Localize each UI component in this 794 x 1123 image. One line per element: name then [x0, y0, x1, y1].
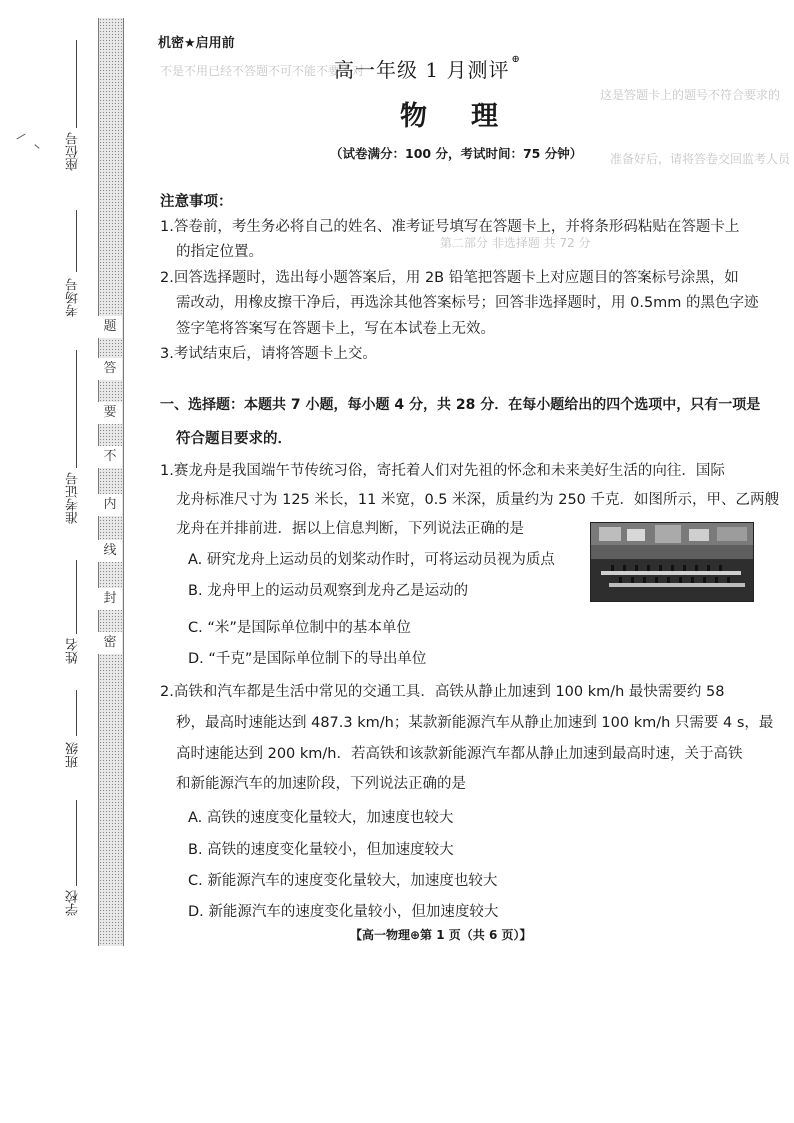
seal-char: 不 — [98, 446, 122, 468]
seat-number-field[interactable] — [64, 40, 90, 190]
seal-char: 要 — [98, 402, 122, 424]
name-field[interactable] — [64, 560, 90, 680]
notice-line: 需改动，用橡皮擦干净后，再选涂其他答案标号；回答非选择题时，用 0.5mm 的黑色字迹 — [176, 295, 759, 311]
question-1-stem: 龙舟标准尺寸为 125 米长，11 米宽，0.5 米深，质量约为 250 千克．如图所示，甲、乙两艘 — [176, 492, 780, 508]
seal-char: 答 — [98, 358, 122, 380]
question-2-stem: 秒，最高时速能达到 487.3 km/h；某款新能源汽车从静止加速到 100 km/h 只需要 4 s，最 — [176, 715, 774, 731]
notice-line: 签字笔将答案写在答题卡上，写在本试卷上无效。 — [176, 321, 495, 337]
dragon-boat-photo — [590, 522, 754, 602]
room-number-line — [76, 210, 77, 272]
seal-char: 密 — [98, 632, 122, 654]
scan-mark — [16, 134, 25, 140]
seal-strip — [98, 18, 124, 946]
seat-number-label: 座位号 — [66, 132, 81, 171]
exam-title — [334, 54, 584, 83]
section-heading: 一、选择题：本题共 7 小题，每小题 4 分，共 28 分．在每小题给出的四个选项中，只有一项是 — [160, 397, 761, 413]
class-field[interactable] — [64, 690, 90, 790]
bleed-text: 不是不用已经不答题不可不能不要不对 — [160, 64, 365, 78]
notice-line: 3.考试结束后，请将答题卡上交。 — [160, 346, 377, 362]
room-number-label: 考场号 — [66, 278, 81, 317]
scan-mark — [34, 144, 39, 149]
question-2-stem: 高时速能达到 200 km/h．若高铁和该款新能源汽车都从静止加速到最高时速，关于高铁 — [176, 746, 743, 762]
school-label: 学校 — [66, 890, 81, 916]
section-heading-cont: 符合题目要求的． — [176, 431, 292, 447]
confidential-label: 机密★启用前 — [158, 36, 235, 51]
notice-line: 2.回答选择题时，选出每小题答案后，用 2B 铅笔把答题卡上对应题目的答案标号涂黑，如 — [160, 270, 739, 286]
question-1-stem: 1.赛龙舟是我国端午节传统习俗，寄托着人们对先祖的怀念和未来美好生活的向往．国际 — [160, 463, 725, 479]
seal-char: 题 — [98, 316, 122, 338]
seat-number-line — [76, 40, 77, 128]
bleed-text: 这是答题卡上的题号不符合要求的 — [600, 88, 781, 102]
ticket-number-line — [76, 350, 77, 468]
bleed-text: 第二部分 非选择题 共 72 分 — [440, 236, 591, 250]
question-1-option-b[interactable]: B. 龙舟甲上的运动员观察到龙舟乙是运动的 — [188, 583, 469, 599]
question-2-option-c[interactable]: C. 新能源汽车的速度变化量较大，加速度也较大 — [188, 873, 498, 889]
class-label: 班级 — [66, 742, 81, 768]
question-1-option-c[interactable]: C. “米”是国际单位制中的基本单位 — [188, 620, 411, 636]
notice-line: 1.答卷前，考生务必将自己的姓名、准考证号填写在答题卡上，并将条形码粘贴在答题卡上 — [160, 219, 740, 235]
question-2-stem: 2.高铁和汽车都是生活中常见的交通工具．高铁从静止加速到 100 km/h 最快需要约 58 — [160, 684, 725, 700]
question-1-option-a[interactable]: A. 研究龙舟上运动员的划桨动作时，可将运动员视为质点 — [188, 552, 555, 568]
ticket-number-field[interactable] — [64, 350, 90, 550]
question-1-stem: 龙舟在并排前进．据以上信息判断，下列说法正确的是 — [176, 521, 524, 537]
question-2-option-d[interactable]: D. 新能源汽车的速度变化量较小，但加速度较大 — [188, 904, 499, 920]
question-2-option-a[interactable]: A. 高铁的速度变化量较大，加速度也较大 — [188, 810, 454, 826]
question-1-option-d[interactable]: D. “千克”是国际单位制下的导出单位 — [188, 651, 427, 667]
ticket-number-label: 准考证号 — [66, 472, 81, 524]
seal-char: 线 — [98, 540, 122, 562]
school-line — [76, 800, 77, 886]
school-field[interactable] — [64, 800, 90, 940]
notice-heading: 注意事项： — [160, 194, 233, 210]
exam-title-mark: ⊕ — [511, 54, 521, 65]
seal-char: 内 — [98, 494, 122, 516]
exam-title-text: 高一年级 1 月测评 — [334, 58, 510, 82]
subject-title: 物理 — [400, 101, 542, 132]
exam-info: （试卷满分：100 分，考试时间：75 分钟） — [330, 146, 583, 161]
page-footer: 【高一物理⊕第 1 页（共 6 页）】 — [350, 928, 532, 942]
room-number-field[interactable] — [64, 210, 90, 340]
class-line — [76, 690, 77, 736]
dragon-boat-image — [591, 523, 753, 601]
bleed-text: 准备好后，请将答卷交回监考人员 — [610, 152, 791, 166]
question-2-stem: 和新能源汽车的加速阶段，下列说法正确的是 — [176, 776, 466, 792]
name-line — [76, 560, 77, 634]
question-2-option-b[interactable]: B. 高铁的速度变化量较小，但加速度较大 — [188, 842, 454, 858]
seal-char: 封 — [98, 588, 122, 610]
notice-line: 的指定位置。 — [176, 244, 263, 260]
name-label: 姓名 — [66, 638, 81, 664]
